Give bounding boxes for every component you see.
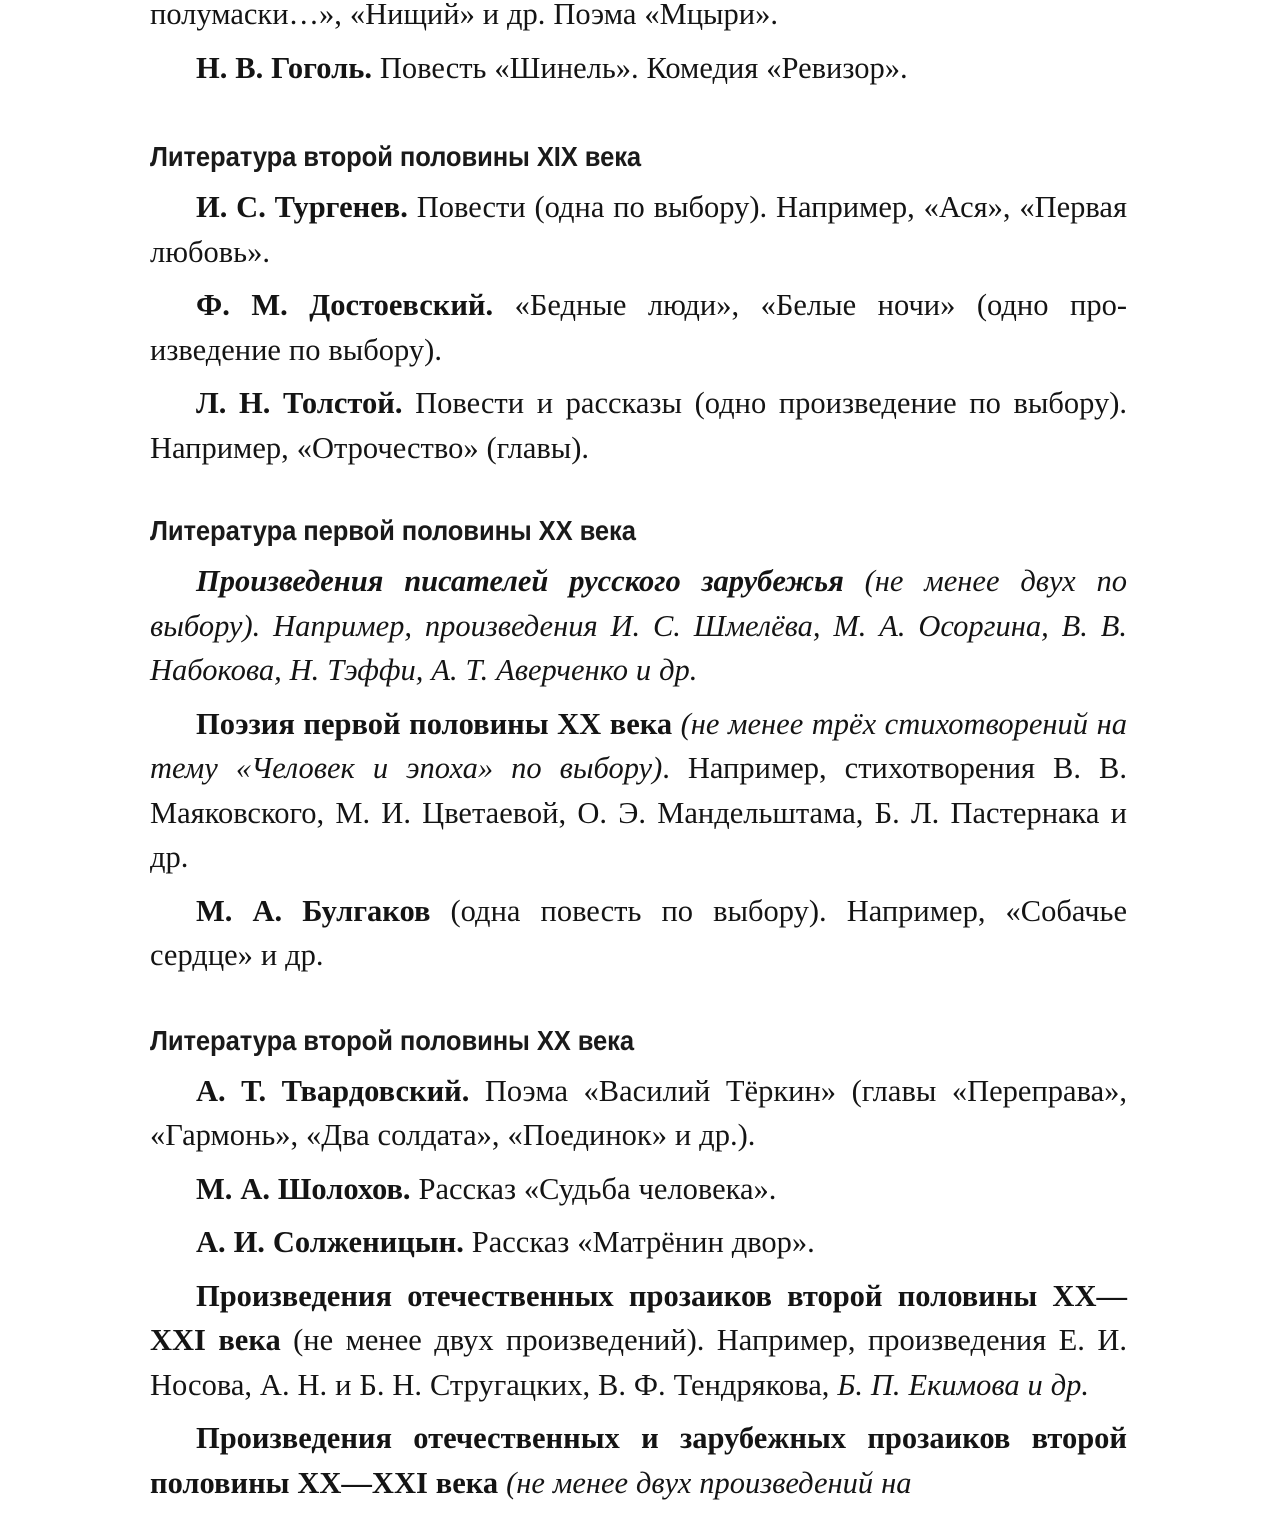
paragraph-gogol-text: Повесть «Шинель». Комедия «Ревизор». — [371, 50, 908, 85]
author-name-tvardovsky: А. Т. Твардовский. — [196, 1073, 470, 1108]
paragraph-dostoevsky — [150, 283, 1127, 372]
paragraph-dostoevsky-text: «Бедные люди», «Белые ночи» (одно произведение по выбору). — [150, 288, 1127, 367]
author-name-dostoevsky: Ф. М. Достоевский. — [196, 288, 494, 322]
poetry-italic-note: (не менее трёх стихотворений на тему «Человек и эпоха» по выбору) — [150, 706, 1127, 785]
emigre-prose-lead: Произведения писателей русского зарубежья — [196, 564, 844, 598]
section-heading-first-half-20: Литература первой половины XX века — [150, 515, 636, 546]
paragraph-domestic-foreign-prose — [150, 1416, 1127, 1505]
domestic-prose-italic-tail: Б. П. Екимова и др. — [837, 1367, 1090, 1402]
paragraph-poetry-first-half-20 — [150, 702, 1127, 880]
paragraph-sholokhov — [150, 1167, 1127, 1212]
heading-block-second-half-19 — [150, 140, 1127, 174]
author-name-gogol: Н. В. Гоголь. — [196, 50, 372, 85]
poetry-text: . Например, стихотворения В. В. Маяковского, М. И. Цветаевой, О. Э. Мандельштама, Б. Л. Пастернака и др. — [150, 751, 1127, 874]
section-heading-second-half-19: Литература второй половины XIX века — [150, 141, 642, 172]
author-name-sholokhov: М. А. Шолохов. — [196, 1171, 411, 1206]
paragraph-bulgakov — [150, 889, 1127, 978]
domestic-prose-lead: Произведения отечественных прозаиков второй половины XX—XXI века — [150, 1278, 1127, 1357]
paragraph-solzhenitsyn — [150, 1220, 1127, 1265]
paragraph-solzhenitsyn-text: Рассказ «Матрёнин двор». — [463, 1225, 815, 1259]
domestic-foreign-prose-lead: Произведения отечественных и зарубежных прозаиков второй половины XX—XXI века — [150, 1421, 1127, 1500]
heading-block-second-half-20 — [150, 1024, 1127, 1058]
paragraph-tolstoy-text: Повести и рассказы (одно произведение по выбору). Например, «Отрочество» (главы). — [150, 386, 1127, 465]
domestic-prose-text: (не менее двух произведений). Например, произведения Е. И. Носова, А. Н. и Б. Н. Стругацких, В. Ф. Тендрякова, — [150, 1323, 1127, 1402]
paragraph-sholokhov-text: Рассказ «Судьба человека». — [410, 1171, 777, 1206]
continuation-text: полумаски…», «Нищий» и др. Поэма «Мцыри». — [150, 0, 778, 31]
paragraph-domestic-prose — [150, 1274, 1127, 1408]
paragraph-tvardovsky-text: Поэма «Василий Тёркин» (главы «Переправа», «Гармонь», «Два солдата», «Поединок» и др.). — [150, 1073, 1127, 1152]
author-name-solzhenitsyn: А. И. Солженицын. — [196, 1225, 464, 1259]
section-heading-second-half-20: Литература второй половины XX века — [150, 1024, 635, 1056]
heading-block-first-half-20 — [150, 514, 1127, 548]
paragraph-turgenev-text: Повести (одна по выбору). Например, «Ася», «Первая любовь». — [150, 190, 1127, 269]
paragraph-continuation — [150, 0, 1127, 37]
author-name-tolstoy: Л. Н. Толстой. — [196, 386, 403, 420]
paragraph-tvardovsky — [150, 1069, 1127, 1158]
paragraph-emigre-prose — [150, 559, 1127, 693]
author-name-turgenev: И. С. Тургенев. — [196, 190, 408, 224]
poetry-lead: Поэзия первой половины XX века — [196, 706, 673, 741]
author-name-bulgakov: М. А. Булгаков — [196, 893, 431, 928]
paragraph-bulgakov-text: (одна повесть по выбору). Например, «Собачье сердце» и др. — [150, 893, 1127, 972]
emigre-prose-text: (не менее двух по выбору). Например, произведения И. С. Шмелёва, М. А. Осоргина, В. В. Набокова, Н. Тэффи, А. Т. Аверченко и др. — [150, 564, 1127, 687]
domestic-foreign-prose-italic-tail: (не менее двух произведений на — [498, 1465, 912, 1500]
paragraph-tolstoy — [150, 381, 1127, 470]
paragraph-gogol — [150, 46, 1127, 91]
paragraph-turgenev — [150, 185, 1127, 274]
